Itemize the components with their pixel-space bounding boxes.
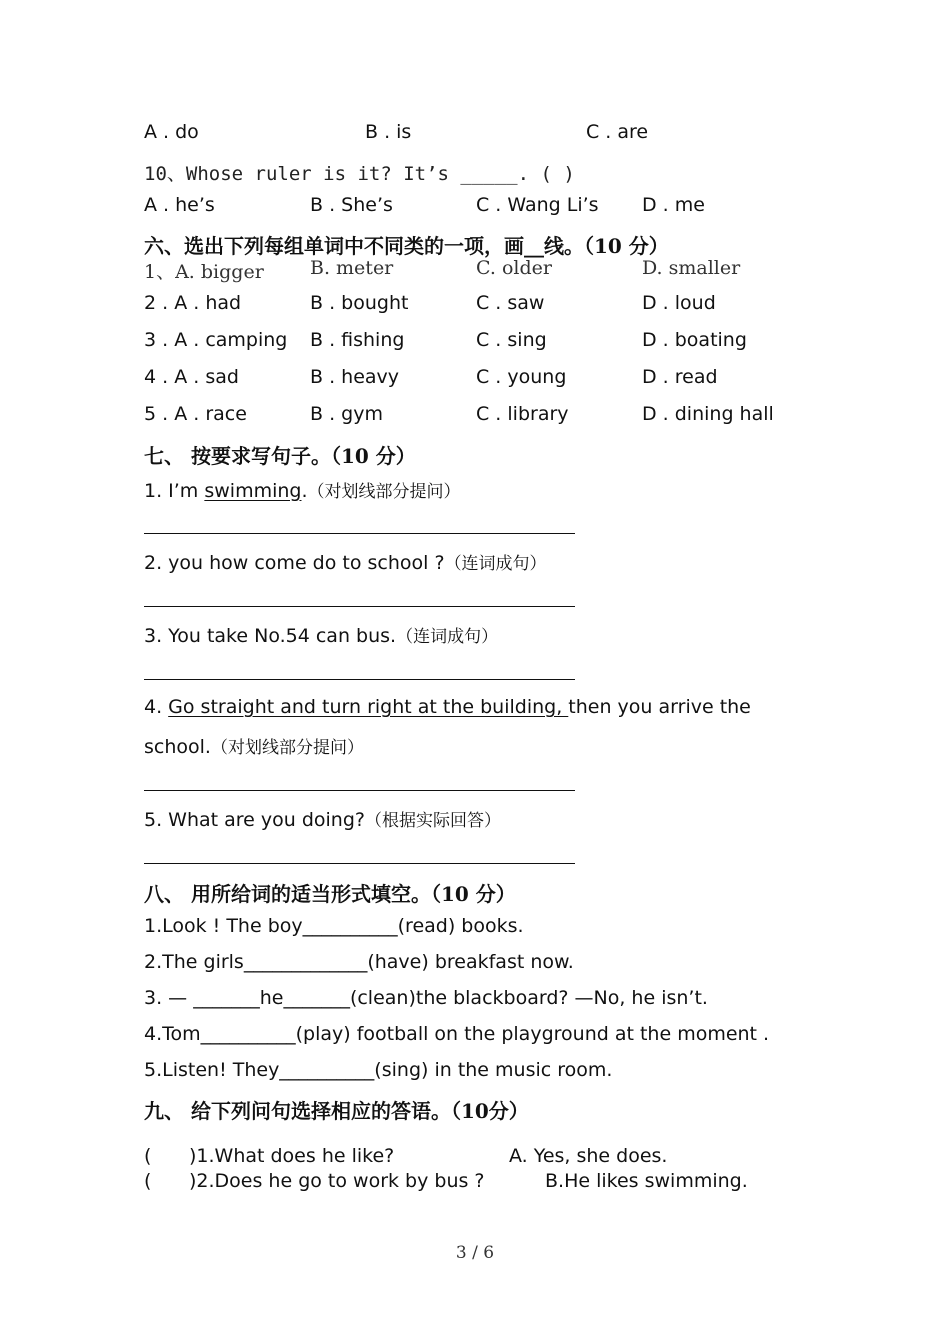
page-number: 3 / 6 (455, 1243, 495, 1263)
s7-q4-note: （对划线部分提问） (210, 738, 364, 758)
s6-row4-d: D . read (642, 366, 718, 388)
section6-title: 六、选出下列每组单词中不同类的一项，画__线。（10 分） (144, 234, 669, 258)
s6-row1-c: C. older (476, 257, 552, 279)
q10-question: 10、Whose ruler is it? It’s _____. ( ) (144, 163, 575, 185)
s7-q4-line2-text: school. (144, 736, 211, 758)
s8-item-2: 2.The girls_____________(have) breakfast now. (144, 951, 574, 973)
s6-row2-b: B . bought (310, 292, 409, 314)
q10-option-c: C . Wang Li’s (476, 194, 599, 216)
s6-row5-a: 5 . A . race (144, 403, 247, 425)
s7-q3 (144, 622, 498, 647)
s6-row3-b: B . fishing (310, 329, 405, 351)
s7-q3-note: （连词成句） (396, 627, 499, 647)
s7-q4-line1 (144, 696, 751, 718)
s9-item1-question: )1.What does he like? (189, 1145, 395, 1167)
s7-q2 (144, 549, 547, 574)
s7-q2-text: 2. you how come do to school ? (144, 552, 445, 574)
s9-item2-question: )2.Does he go to work by bus ? (189, 1170, 485, 1192)
s7-q3-text: 3. You take No.54 can bus. (144, 625, 397, 647)
s6-row5-b: B . gym (310, 403, 383, 425)
q9-option-b: B . is (365, 121, 412, 143)
s6-row1-b: B. meter (310, 257, 394, 279)
s7-q4-underlined: Go straight and turn right at the building, (168, 696, 569, 718)
s9-item2-answer: B.He likes swimming. (545, 1170, 748, 1192)
q9-option-a: A . do (144, 121, 199, 143)
s7-q4-post: then you arrive the (568, 696, 751, 718)
s6-row5-d: D . dining hall (642, 403, 774, 425)
s6-row1-d: D. smaller (642, 257, 741, 279)
s7-q5-answer-line[interactable] (144, 863, 575, 864)
section9-title: 九、 给下列问句选择相应的答语。（10分） (144, 1099, 529, 1123)
s6-row5-c: C . library (476, 403, 569, 425)
s6-row3-d: D . boating (642, 329, 747, 351)
s7-q4-answer-line[interactable] (144, 790, 575, 791)
s7-q5-note: （根据实际回答） (365, 811, 501, 831)
s7-q5 (144, 806, 501, 831)
s6-row2-a: 2 . A . had (144, 292, 242, 314)
s6-row4-b: B . heavy (310, 366, 400, 388)
s7-q4-pre: 4. (144, 696, 169, 718)
s6-row2-c: C . saw (476, 292, 545, 314)
s6-row4-a: 4 . A . sad (144, 366, 239, 388)
s9-item2-paren[interactable]: ( (144, 1170, 152, 1192)
s7-q2-note: （连词成句） (444, 554, 547, 574)
s7-q1-underlined: swimming (204, 480, 302, 502)
s9-item1-answer: A. Yes, she does. (509, 1145, 668, 1167)
s6-row4-c: C . young (476, 366, 567, 388)
q10-option-b: B . She’s (310, 194, 393, 216)
q9-option-c: C . are (586, 121, 649, 143)
s8-item-3: 3. — _______he_______(clean)the blackboard? —No, he isn’t. (144, 987, 708, 1009)
s7-q2-answer-line[interactable] (144, 606, 575, 607)
s6-row1-a: 1、A. bigger (144, 261, 264, 283)
s6-row3-a: 3 . A . camping (144, 329, 288, 351)
s7-q4-line2 (144, 733, 364, 758)
s7-q3-answer-line[interactable] (144, 679, 575, 680)
s6-row3-c: C . sing (476, 329, 547, 351)
s7-q1-answer-line[interactable] (144, 533, 575, 534)
q10-option-d: D . me (642, 194, 705, 216)
s8-item-5: 5.Listen! They__________(sing) in the music room. (144, 1059, 613, 1081)
s7-q5-text: 5. What are you doing? (144, 809, 365, 831)
s8-item-4: 4.Tom__________(play) football on the playground at the moment . (144, 1023, 770, 1045)
s7-q1 (144, 477, 461, 502)
s7-q1-pre: 1. I’m (144, 480, 205, 502)
s7-q1-post: . (301, 480, 308, 502)
s6-row2-d: D . loud (642, 292, 716, 314)
q10-option-a: A . he’s (144, 194, 215, 216)
section8-title: 八、 用所给词的适当形式填空。（10 分） (144, 882, 516, 906)
s7-q1-note: （对划线部分提问） (307, 482, 461, 502)
section7-title: 七、 按要求写句子。（10 分） (144, 444, 416, 468)
s8-item-1: 1.Look ! The boy__________(read) books. (144, 915, 524, 937)
s9-item1-paren[interactable]: ( (144, 1145, 152, 1167)
